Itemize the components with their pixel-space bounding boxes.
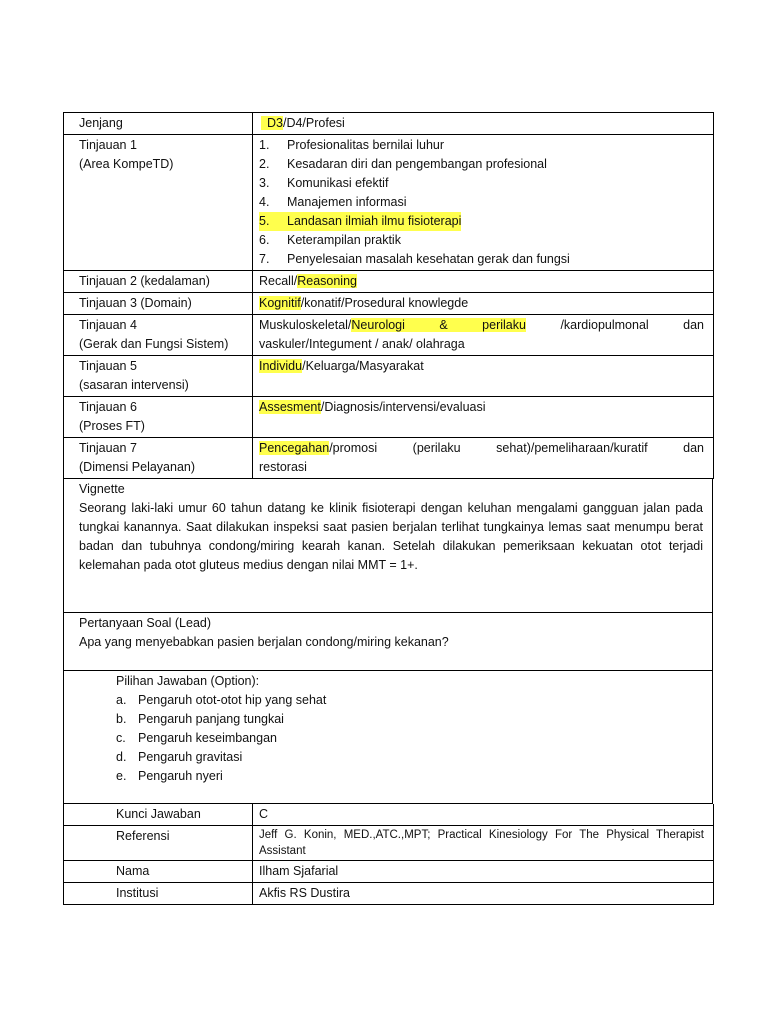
list-item: 6. Keterampilan praktik	[259, 233, 401, 247]
row-vignette	[64, 479, 713, 613]
vignette-section	[64, 479, 713, 613]
value-kunci: C	[253, 804, 714, 826]
vignette-title: Vignette	[79, 482, 125, 496]
label-tinjauan-1: Tinjauan 1 (Area KompeTD)	[64, 135, 253, 271]
label-referensi: Referensi	[64, 826, 253, 861]
value-tinjauan-7: Pencegahan/promosi (perilaku sehat)/pemeliharaan/kuratif dan restorasi	[253, 438, 714, 479]
option-e: e. Pengaruh nyeri	[116, 769, 223, 783]
row-referensi	[64, 826, 714, 861]
label-tinjauan-7: Tinjauan 7 (Dimensi Pelayanan)	[64, 438, 253, 479]
row-tinjauan-3	[64, 293, 714, 315]
row-tinjauan-7	[64, 438, 714, 479]
label-tinjauan-2: Tinjauan 2 (kedalaman)	[64, 271, 253, 293]
value-tinjauan-2: Recall/Reasoning	[253, 271, 714, 293]
option-a: a. Pengaruh otot-otot hip yang sehat	[116, 693, 327, 707]
lead-section	[64, 613, 713, 671]
option-b: b. Pengaruh panjang tungkai	[116, 712, 284, 726]
list-item: 3. Komunikasi efektif	[259, 176, 389, 190]
answer-table	[63, 804, 714, 905]
list-item: 1. Profesionalitas bernilai luhur	[259, 138, 445, 152]
label-nama: Nama	[64, 861, 253, 883]
row-tinjauan-1	[64, 135, 714, 271]
row-institusi	[64, 883, 714, 905]
value-tinjauan-5: Individu/Keluarga/Masyarakat	[253, 356, 714, 397]
list-item: 2. Kesadaran diri dan pengembangan profesional	[259, 157, 547, 171]
list-item-highlighted: 5. Landasan ilmiah ilmu fisioterapi	[259, 212, 704, 231]
options-list	[116, 691, 703, 786]
label-institusi: Institusi	[64, 883, 253, 905]
row-tinjauan-5	[64, 356, 714, 397]
lead-title: Pertanyaan Soal (Lead)	[79, 616, 212, 630]
row-tinjauan-6	[64, 397, 714, 438]
row-tinjauan-2	[64, 271, 714, 293]
value-nama: Ilham Sjafarial	[253, 861, 714, 883]
question-form	[63, 112, 713, 905]
list-item: 7. Penyelesaian masalah kesehatan gerak dan fungsi	[259, 252, 570, 266]
label-tinjauan-3: Tinjauan 3 (Domain)	[64, 293, 253, 315]
question-table	[63, 479, 713, 804]
option-d: d. Pengaruh gravitasi	[116, 750, 243, 764]
label-jenjang: Jenjang	[64, 113, 253, 135]
label-tinjauan-6: Tinjauan 6 (Proses FT)	[64, 397, 253, 438]
label-tinjauan-5: Tinjauan 5 (sasaran intervensi)	[64, 356, 253, 397]
highlight-d3: D3	[261, 116, 283, 130]
value-institusi: Akfis RS Dustira	[253, 883, 714, 905]
lead-question: Apa yang menyebabkan pasien berjalan condong/miring kekanan?	[79, 635, 449, 649]
value-tinjauan-3: Kognitif/konatif/Prosedural knowlegde	[253, 293, 714, 315]
metadata-table	[63, 112, 714, 479]
row-kunci	[64, 804, 714, 826]
option-c: c. Pengaruh keseimbangan	[116, 731, 277, 745]
options-title: Pilihan Jawaban (Option):	[116, 674, 260, 688]
vignette-text: Seorang laki-laki umur 60 tahun datang ke klinik fisioterapi dengan keluhan mengalami gangguan jalan pada tungkai kanannya. Saat dilakukan inspeksi saat pasien berjalan terlihat tungkainya lemas saat menumpu berat badan dan tubuhnya condong/miring kearah kanan. Setelah dilakukan pemeriksaan kekuatan otot terjadi kelemahan pada otot gluteus medius dengan nilai MMT = 1+.	[79, 501, 703, 572]
value-tinjauan-6: Assesment/Diagnosis/intervensi/evaluasi	[253, 397, 714, 438]
value-tinjauan-4: Muskuloskeletal/Neurologi & perilaku /kardiopulmonal dan vaskuler/Integument / anak/ olahraga	[253, 315, 714, 356]
label-kunci: Kunci Jawaban	[64, 804, 253, 826]
value-jenjang: D3/D4/Profesi	[253, 113, 714, 135]
row-lead	[64, 613, 713, 671]
row-nama	[64, 861, 714, 883]
competency-list	[253, 135, 714, 271]
row-tinjauan-4	[64, 315, 714, 356]
list-item: 4. Manajemen informasi	[259, 195, 407, 209]
row-jenjang	[64, 113, 714, 135]
row-options	[64, 671, 713, 804]
value-referensi: Jeff G. Konin, MED.,ATC.,MPT; Practical Kinesiology For The Physical Therapist Assistant	[253, 826, 714, 861]
label-tinjauan-4: Tinjauan 4 (Gerak dan Fungsi Sistem)	[64, 315, 253, 356]
options-section	[64, 671, 713, 804]
